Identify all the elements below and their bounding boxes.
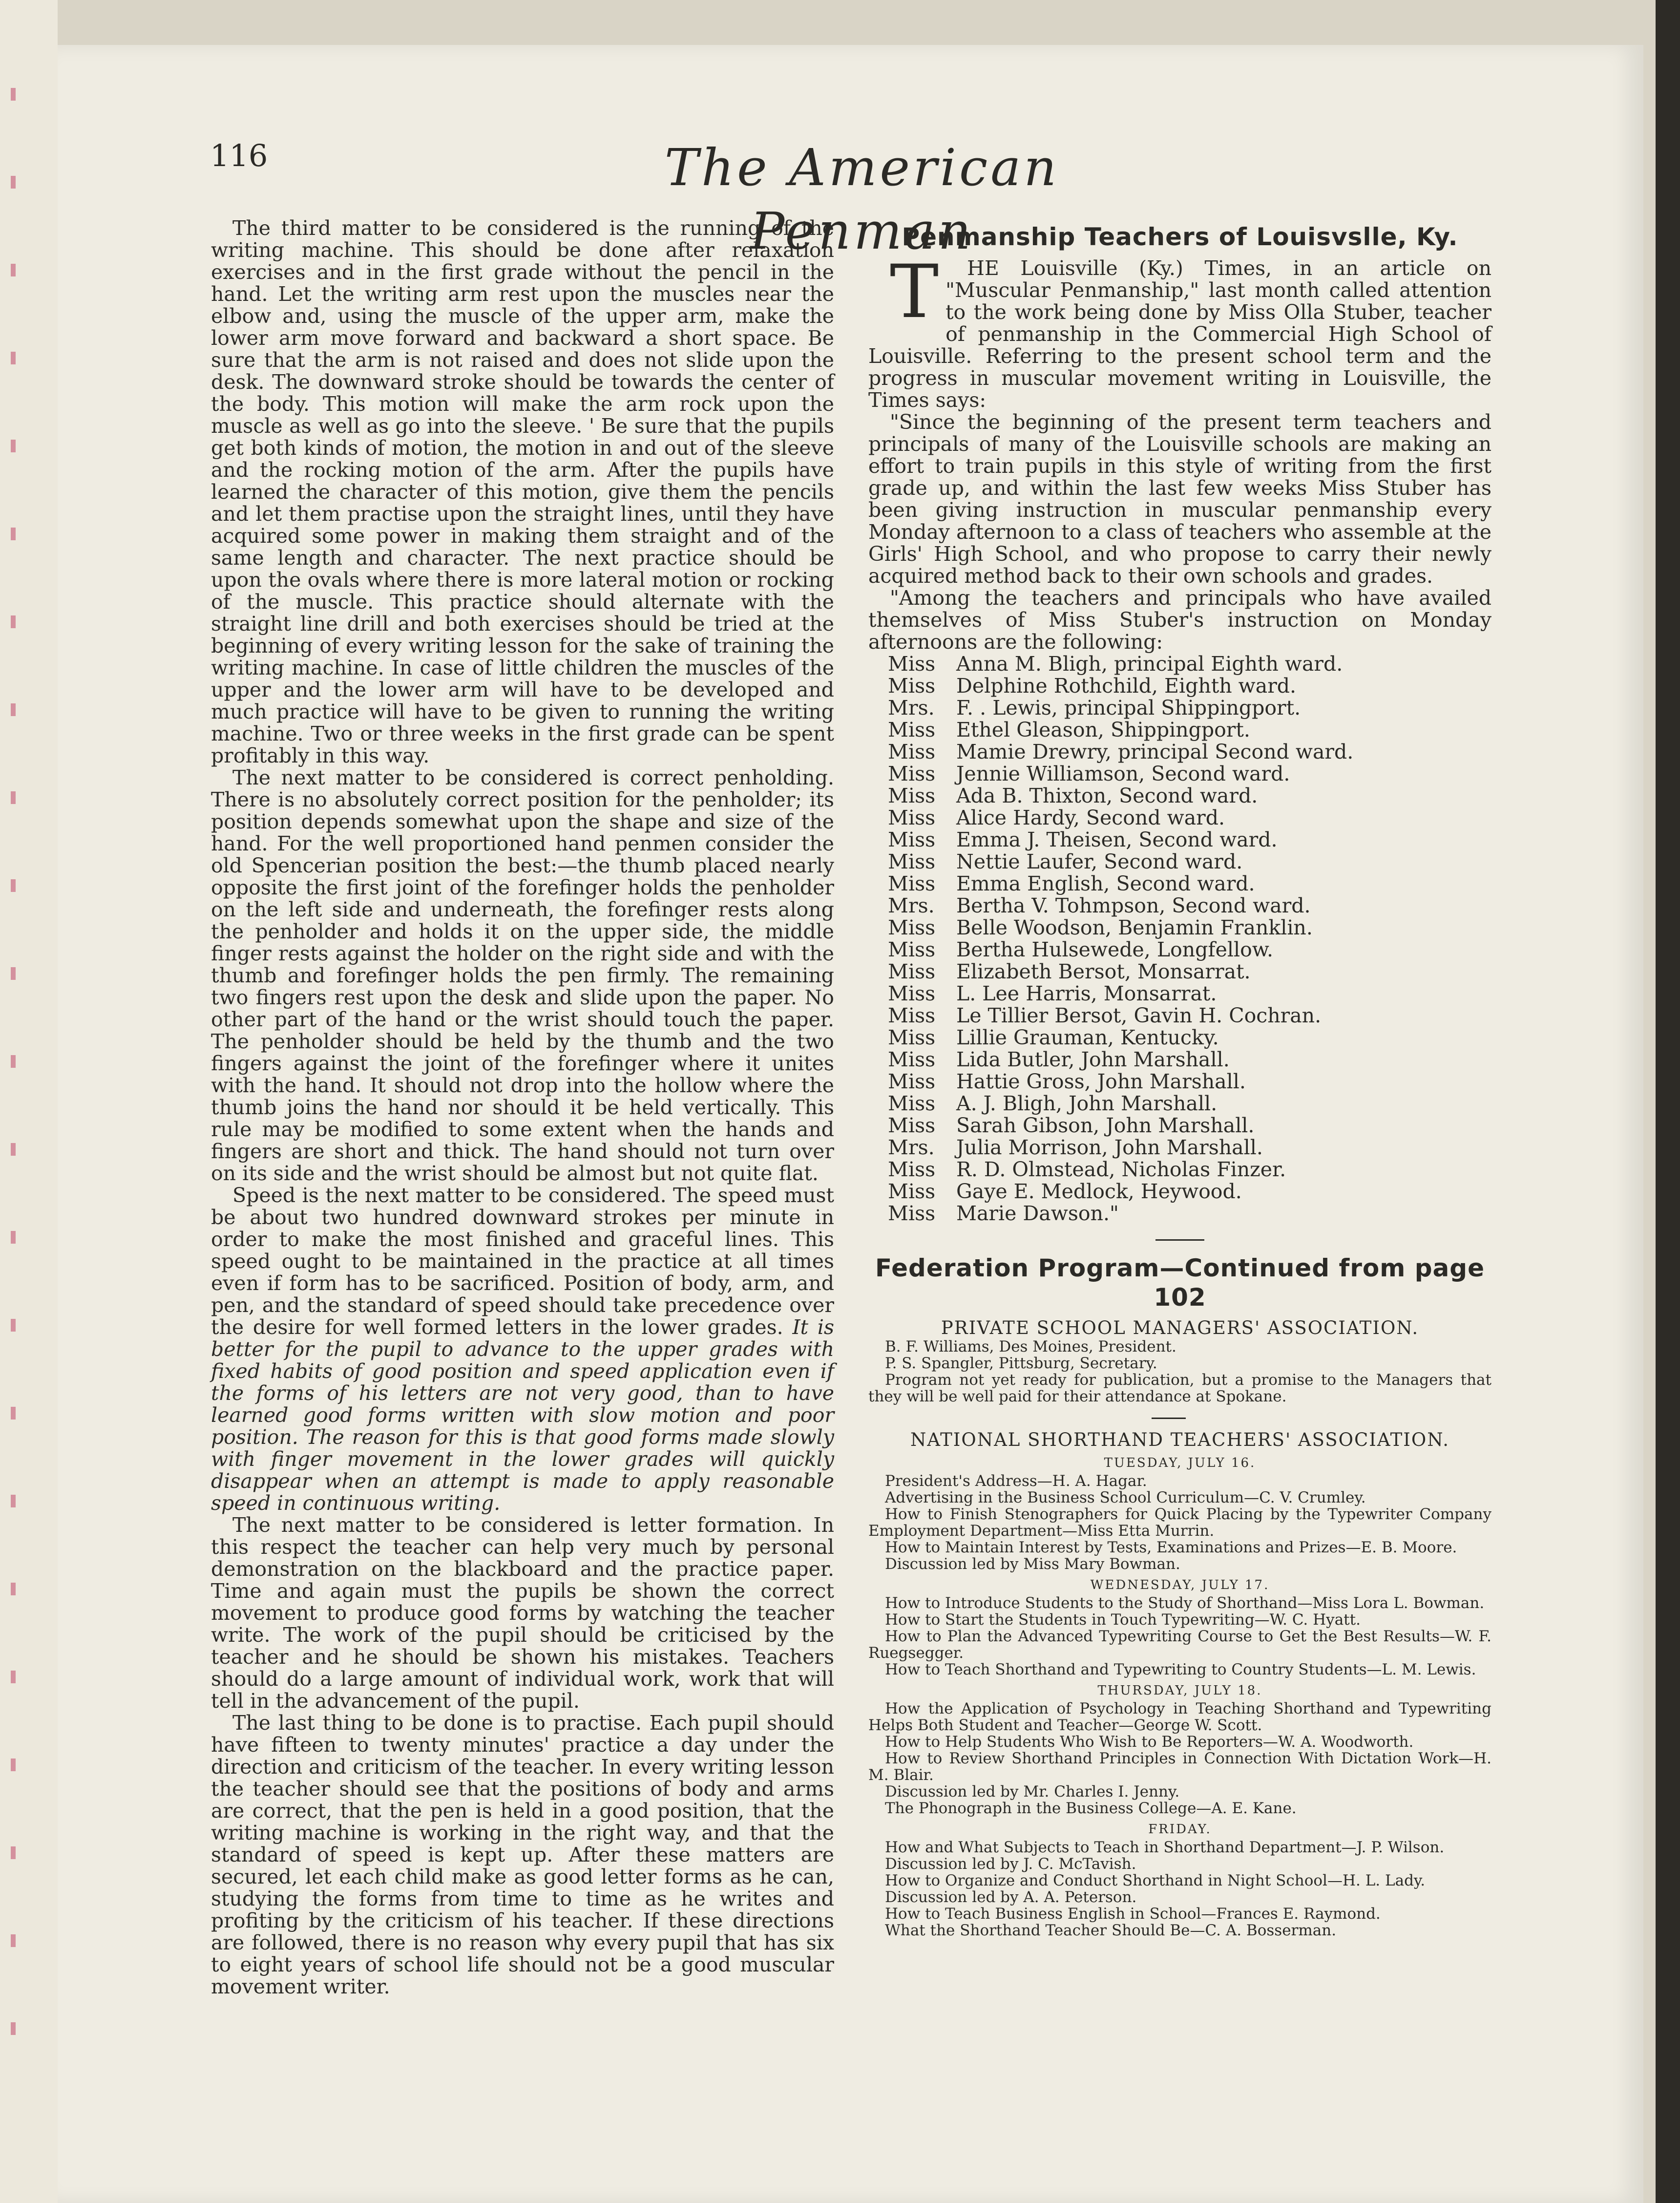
teacher-entry: R. D. Olmstead, Nicholas Finzer.: [956, 1158, 1286, 1181]
teacher-title: Miss: [888, 674, 936, 698]
binding-marks: [11, 88, 16, 2091]
lede-text: HE Louisville (Ky.) Times, in an article on "Muscular Penmanship," last month called attention to the work being done by Miss Olla Stuber, teacher of penmanship in the Commercial High School of Louisville. Referring to the present school term and the progress in muscular movement writing in Louisville, the Times says:: [868, 256, 1491, 412]
program-item: Discussion led by Miss Mary Bowman.: [885, 1555, 1180, 1573]
paragraph: "Since the beginning of the present term teachers and principals of many of the Louisville schools are making an effort to train pupils in this style of writing from the first grade up, and within the last few weeks Miss Stuber has been giving instruction in muscular penmanship every Monday afternoon to a class of teachers who assemble at the Girls' High School, and who propose to carry their newly acquired method back to their own schools and grades.: [868, 410, 1491, 588]
article-title: Federation Program—Continued from page 102: [875, 1254, 1485, 1312]
teacher-title: Miss: [888, 828, 936, 851]
teacher-title: Miss: [888, 872, 936, 895]
page-number: 116: [210, 138, 268, 173]
teacher-title: Miss: [888, 1026, 936, 1049]
teacher-list-item: [868, 1071, 1491, 1093]
teacher-list-item: [868, 829, 1491, 851]
teacher-list-item: [868, 917, 1491, 939]
teacher-title: Miss: [888, 1114, 936, 1137]
scan-background-left: [0, 0, 58, 2203]
teacher-title: Miss: [888, 1202, 936, 1225]
teacher-list-item: [868, 1027, 1491, 1049]
teacher-entry: Marie Dawson.": [956, 1202, 1119, 1225]
speed-paragraph-italic: It is better for the pupil to advance to the upper grades with fixed habits of good position and speed application even if the forms of his letters are not very good, than to have learned good forms written with slow motion and poor position. The reason for this is that good forms made slowly with finger movement in the lower grades will quickly disappear when an attempt is made to apply reasonable speed in continuous writing.: [211, 1315, 835, 1515]
teacher-list-item: [868, 1049, 1491, 1071]
teacher-entry: Ethel Gleason, Shippingport.: [956, 718, 1250, 741]
teacher-list-item: [868, 741, 1491, 763]
masthead-logo: [549, 136, 1175, 261]
article-title: Penmanship Teachers of Louisvslle, Ky.: [902, 223, 1458, 251]
teacher-title: Miss: [888, 740, 936, 763]
paragraph: The next matter to be considered is correct penholding. There is no absolutely correct position for the penholder; its position depends somewhat upon the shape and size of the hand. For the well proportioned hand penmen consider the old Spencerian position the best:—the thumb placed nearly opposite the first joint of the forefinger holds the penholder on the left side and underneath, the forefinger rests along the penholder and holds it on the upper side, the middle finger rests against the holder on the right side and with the thumb and forefinger holds the pen firmly. The remaining two fingers rest upon the desk and slide upon the paper. No other part of the hand or the wrist should touch the paper. The penholder should be held by the thumb and the two fingers against the joint of the forefinger where it unites with the hand. It should not drop into the hollow where the thumb joins the hand nor should it be held vertically. This rule may be modified to some extent when the hands and fingers are short and thick. The hand should not turn over on its side and the wrist should be almost but not quite flat.: [211, 766, 834, 1185]
teacher-title: Miss: [888, 806, 936, 829]
scan-background-right: [1656, 0, 1680, 2203]
teacher-title: Miss: [888, 1158, 936, 1181]
teacher-entry: Elizabeth Bersot, Monsarrat.: [956, 960, 1251, 983]
teacher-title: Miss: [888, 784, 936, 807]
teacher-title: Mrs.: [888, 696, 935, 720]
teacher-title: Miss: [888, 762, 936, 785]
teacher-list-item: [868, 675, 1491, 697]
teacher-entry: Mamie Drewry, principal Second ward.: [956, 740, 1354, 763]
teacher-entry: Nettie Laufer, Second ward.: [956, 850, 1243, 873]
section-line: P. S. Spangler, Pittsburg, Secretary.: [885, 1355, 1157, 1372]
teacher-title: Miss: [888, 916, 936, 939]
teacher-title: Miss: [888, 1048, 936, 1071]
teacher-entry: Alice Hardy, Second ward.: [956, 806, 1225, 829]
program-item: Discussion led by J. C. McTavish.: [885, 1855, 1136, 1873]
section-body: [868, 1338, 1491, 1405]
teacher-title: Miss: [888, 1004, 936, 1027]
teacher-title: Miss: [888, 982, 936, 1005]
program-item: How to Teach Business English in School—Frances E. Raymond.: [885, 1905, 1381, 1923]
teacher-entry: Lillie Grauman, Kentucky.: [956, 1026, 1219, 1049]
teacher-title: Mrs.: [888, 894, 935, 917]
teacher-list-item: [868, 983, 1491, 1005]
teacher-entry: Emma J. Theisen, Second ward.: [956, 828, 1278, 851]
speed-paragraph: [211, 1185, 834, 1514]
section-heading: PRIVATE SCHOOL MANAGERS' ASSOCIATION.: [941, 1317, 1419, 1338]
teacher-title: Miss: [888, 1092, 936, 1115]
teacher-title: Miss: [888, 850, 936, 873]
section-heading: NATIONAL SHORTHAND TEACHERS' ASSOCIATION.: [910, 1429, 1449, 1450]
teacher-title: Miss: [888, 960, 936, 983]
program-day: FRIDAY.: [1148, 1822, 1212, 1837]
left-column: [211, 217, 834, 1998]
program-item: How the Application of Psychology in Teaching Shorthand and Typewriting Helps Both Student and Teacher—George W. Scott.: [868, 1700, 1491, 1734]
teacher-entry: L. Lee Harris, Monsarrat.: [956, 982, 1217, 1005]
teacher-list-item: [868, 807, 1491, 829]
paragraph: The next matter to be considered is letter formation. In this respect the teacher can help very much by personal demonstration on the blackboard and the practice paper. Time and again must the pupils be shown the correct movement to produce good forms by watching the teacher write. The work of the pupil should be criticised by the teacher and he should be shown his mistakes. Teachers should do a large amount of individual work, work that will tell in the advancement of the pupil.: [211, 1513, 834, 1713]
teacher-list-item: [868, 1203, 1491, 1225]
teacher-list-item: [868, 1115, 1491, 1137]
program-item: Discussion led by Mr. Charles I. Jenny.: [885, 1783, 1180, 1801]
teacher-list: [868, 653, 1491, 1225]
teacher-list-item: [868, 1159, 1491, 1181]
teacher-title: Mrs.: [888, 1136, 935, 1159]
teacher-list-item: [868, 763, 1491, 785]
divider: [1152, 1418, 1186, 1419]
teacher-entry: Anna M. Bligh, principal Eighth ward.: [956, 652, 1343, 676]
teacher-list-item: [868, 1093, 1491, 1115]
teacher-entry: Hattie Gross, John Marshall.: [956, 1070, 1246, 1093]
teacher-entry: Delphine Rothchild, Eighth ward.: [956, 674, 1297, 698]
program-item: How and What Subjects to Teach in Shorthand Department—J. P. Wilson.: [885, 1839, 1445, 1856]
teacher-entry: Bertha Hulsewede, Longfellow.: [956, 938, 1274, 961]
section-line: Program not yet ready for publication, but a promise to the Managers that they will be well paid for their attendance at Spokane.: [868, 1371, 1491, 1405]
paragraph: "Among the teachers and principals who have availed themselves of Miss Stuber's instruction on Monday afternoons are the following:: [868, 586, 1491, 654]
teacher-list-item: [868, 1137, 1491, 1159]
program-item: The Phonograph in the Business College—A. E. Kane.: [885, 1800, 1297, 1817]
program-day: WEDNESDAY, JULY 17.: [1090, 1578, 1270, 1592]
teacher-title: Miss: [888, 652, 936, 676]
teacher-entry: A. J. Bligh, John Marshall.: [956, 1092, 1218, 1115]
teacher-list-item: [868, 697, 1491, 719]
teacher-entry: Ada B. Thixton, Second ward.: [956, 784, 1258, 807]
teacher-list-item: [868, 653, 1491, 675]
teacher-list-item: [868, 961, 1491, 983]
program-item: How to Start the Students in Touch Typewriting—W. C. Hyatt.: [885, 1611, 1361, 1629]
paragraph: The last thing to be done is to practise. Each pupil should have fifteen to twenty minutes' practice a day under the direction and criticism of the teacher. In every writing lesson the teacher should see that the positions of body and arms are correct, that the pen is held in a good position, that the writing machine is working in the right way, and that the standard of speed is kept up. After these matters are secured, let each child make as good letter forms as he can, studying the forms from time to time as he writes and profiting by the criticism of his teacher. If these directions are followed, there is no reason why every pupil that has six to eight years of school life should not be a good muscular movement writer.: [211, 1711, 834, 1998]
program-day: THURSDAY, JULY 18.: [1097, 1683, 1262, 1698]
teacher-list-item: [868, 1005, 1491, 1027]
teacher-entry: Julia Morrison, John Marshall.: [956, 1136, 1263, 1159]
teacher-entry: Sarah Gibson, John Marshall.: [956, 1114, 1255, 1137]
program-item: Discussion led by A. A. Peterson.: [885, 1888, 1137, 1906]
teacher-list-item: [868, 851, 1491, 873]
section-line: B. F. Williams, Des Moines, President.: [885, 1338, 1176, 1356]
masthead-title: The American Penman: [664, 138, 1060, 261]
divider: [1155, 1239, 1204, 1241]
program-day: TUESDAY, JULY 16.: [1104, 1456, 1256, 1470]
program-item: How to Plan the Advanced Typewriting Course to Get the Best Results—W. F. Ruegsegger.: [868, 1628, 1491, 1662]
teacher-list-item: [868, 719, 1491, 741]
program-item: How to Teach Shorthand and Typewriting to Country Students—L. M. Lewis.: [885, 1661, 1476, 1678]
teacher-list-item: [868, 873, 1491, 895]
program-item: President's Address—H. A. Hagar.: [885, 1472, 1147, 1490]
program-item: What the Shorthand Teacher Should Be—C. A. Bosserman.: [885, 1922, 1337, 1939]
program-item: How to Help Students Who Wish to Be Reporters—W. A. Woodworth.: [885, 1733, 1414, 1751]
teacher-list-item: [868, 785, 1491, 807]
teacher-list-item: [868, 1181, 1491, 1203]
program-item: How to Finish Stenographers for Quick Placing by the Typewriter Company Employment Department—Miss Etta Murrin.: [868, 1505, 1491, 1540]
program-item: How to Review Shorthand Principles in Connection With Dictation Work—H. M. Blair.: [868, 1750, 1491, 1784]
teacher-entry: F. . Lewis, principal Shippingport.: [956, 696, 1301, 720]
program-item: How to Introduce Students to the Study of Shorthand—Miss Lora L. Bowman.: [885, 1594, 1485, 1612]
right-column: [868, 222, 1491, 1939]
teacher-list-item: [868, 895, 1491, 917]
teacher-entry: Jennie Williamson, Second ward.: [956, 762, 1290, 785]
speed-paragraph-plain: Speed is the next matter to be considered. The speed must be about two hundred downward strokes per minute in order to make the most finished and graceful lines. This speed ought to be maintained in the practice at all times even if form has to be sacrificed. Position of body, arm, and pen, and the standard of speed should take precedence over the desire for well formed letters in the lower grades.: [211, 1184, 834, 1339]
paragraph: The third matter to be considered is the running of the writing machine. This should be done after relaxation exercises and in the first grade without the pencil in the hand. Let the writing arm rest upon the muscles near the elbow and, using the muscle of the upper arm, make the lower arm move forward and backward a short space. Be sure that the arm is not raised and does not slide upon the desk. The downward stroke should be towards the center of the body. This motion will make the arm rock upon the muscle as well as go into the sleeve. ' Be sure that the pupils get both kinds of motion, the motion in and out of the sleeve and the rocking motion of the arm. After the pupils have learned the character of this motion, give them the pencils and let them practise upon the straight lines, until they have acquired some power in making them straight and of the same length and character. The next practice should be upon the ovals where there is more lateral motion or rocking of the muscle. This practice should alternate with the straight line drill and both exercises should be tried at the beginning of every writing lesson for the sake of training the writing machine. In case of little children the muscles of the upper and the lower arm will have to be developed and much practice will have to be given to running the writing machine. Two or three weeks in the first grade can be spent profitably in this way.: [211, 216, 834, 767]
teacher-entry: Emma English, Second ward.: [956, 872, 1255, 895]
teacher-title: Miss: [888, 1180, 936, 1203]
program-item: How to Organize and Conduct Shorthand in Night School—H. L. Lady.: [885, 1872, 1426, 1889]
program-list: [868, 1453, 1491, 1939]
drop-cap: T: [890, 250, 939, 335]
teacher-title: Miss: [888, 718, 936, 741]
teacher-title: Miss: [888, 938, 936, 961]
article-lede: [868, 250, 1491, 412]
teacher-entry: Gaye E. Medlock, Heywood.: [956, 1180, 1242, 1203]
teacher-list-item: [868, 939, 1491, 961]
program-item: How to Maintain Interest by Tests, Examinations and Prizes—E. B. Moore.: [885, 1539, 1457, 1556]
teacher-entry: Lida Butler, John Marshall.: [956, 1048, 1230, 1071]
teacher-title: Miss: [888, 1070, 936, 1093]
program-item: Advertising in the Business School Curriculum—C. V. Crumley.: [885, 1489, 1366, 1506]
teacher-entry: Belle Woodson, Benjamin Franklin.: [956, 916, 1313, 939]
teacher-entry: Bertha V. Tohmpson, Second ward.: [956, 894, 1311, 917]
teacher-entry: Le Tillier Bersot, Gavin H. Cochran.: [956, 1004, 1322, 1027]
